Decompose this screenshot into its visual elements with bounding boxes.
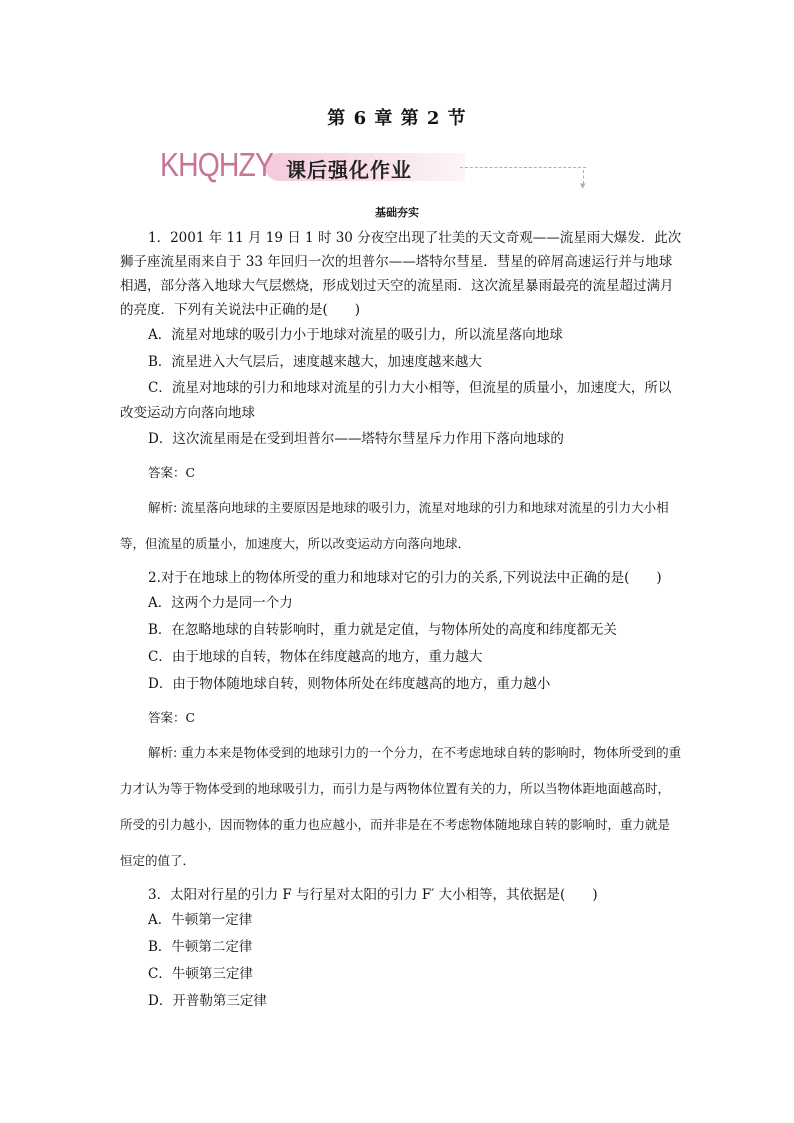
option-b: B．流星进入大气层后，速度越来越大，加速度越来越大 (148, 354, 482, 370)
option-d: D．开普勒第三定律 (148, 993, 267, 1009)
question-3 (120, 883, 682, 1015)
explanation: 解析: 流星落向地球的主要原因是地球的吸引力，流星对地球的引力和地球对流星的引力大小相等，但流星的质量小，加速度大，所以改变运动方向落向地球． (120, 500, 669, 551)
option-d: D．这次流星雨是在受到坦普尔——塔特尔彗星斥力作用下落向地球的 (148, 431, 564, 447)
question-1 (120, 226, 682, 562)
option-d: D．由于物体随地球自转，则物体所处在纬度越高的地方，重力越小 (148, 676, 551, 692)
question-stem: 2.对于在地球上的物体所受的重力和地球对它的引力的关系,下列说法中正确的是( ) (148, 570, 662, 586)
explanation: 解析: 重力本来是物体受到的地球引力的一个分力，在不考虑地球自转的影响时，物体所受到的重力才认为等于物体受到的地球吸引力，而引力是与两物体位置有关的力，所以当物体距地面越高时，所受的引力越小，因而物体的重力也应越小，而并非是在不考虑物体随地球自转的影响时，重力就是恒定的值了． (120, 745, 682, 868)
option-c: C．流星对地球的引力和地球对流星的引力大小相等，但流星的质量小，加速度大，所以改变运动方向落向地球 (120, 380, 672, 421)
question-stem: 3．太阳对行星的引力 F 与行星对太阳的引力 F′ 大小相等，其依据是( ) (148, 887, 598, 903)
banner-dashed-line (460, 167, 586, 168)
question-list (120, 226, 682, 1015)
answer: 答案：C (148, 465, 196, 480)
banner-logo: KHQHZY (160, 146, 274, 183)
question-2 (120, 566, 682, 879)
option-b: B．在忽略地球的自转影响时，重力就是定值，与物体所处的高度和纬度都无关 (148, 622, 617, 638)
option-a: A．流星对地球的吸引力小于地球对流星的吸引力，所以流星落向地球 (148, 327, 563, 343)
answer: 答案：C (148, 710, 196, 725)
option-c: C．牛顿第三定律 (148, 966, 253, 982)
page-title: 第 6 章 第 2 节 (327, 108, 467, 129)
section-title: 基础夯实 (375, 206, 419, 219)
option-c: C．由于地球的自转，物体在纬度越高的地方，重力越大 (148, 649, 483, 665)
homework-banner (160, 146, 586, 190)
question-stem: 1．2001 年 11 月 19 日 1 时 30 分夜空出现了壮美的天文奇观——流星雨大爆发．此次狮子座流星雨来自于 33 年回归一次的坦普尔——塔特尔彗星．彗星的碎屑高速运行并与地球相遇，部分落入地球大气层燃烧，形成划过天空的流星雨．这次流星暴雨最亮的流星超过满月的亮度．下列有关说法中正确的是( ) (120, 230, 682, 318)
option-b: B．牛顿第二定律 (148, 939, 253, 955)
banner-text: 课后强化作业 (286, 158, 412, 182)
option-a: A．这两个力是同一个力 (148, 595, 293, 611)
arrow-down-icon: ▼ (580, 182, 586, 190)
option-a: A．牛顿第一定律 (148, 912, 253, 928)
